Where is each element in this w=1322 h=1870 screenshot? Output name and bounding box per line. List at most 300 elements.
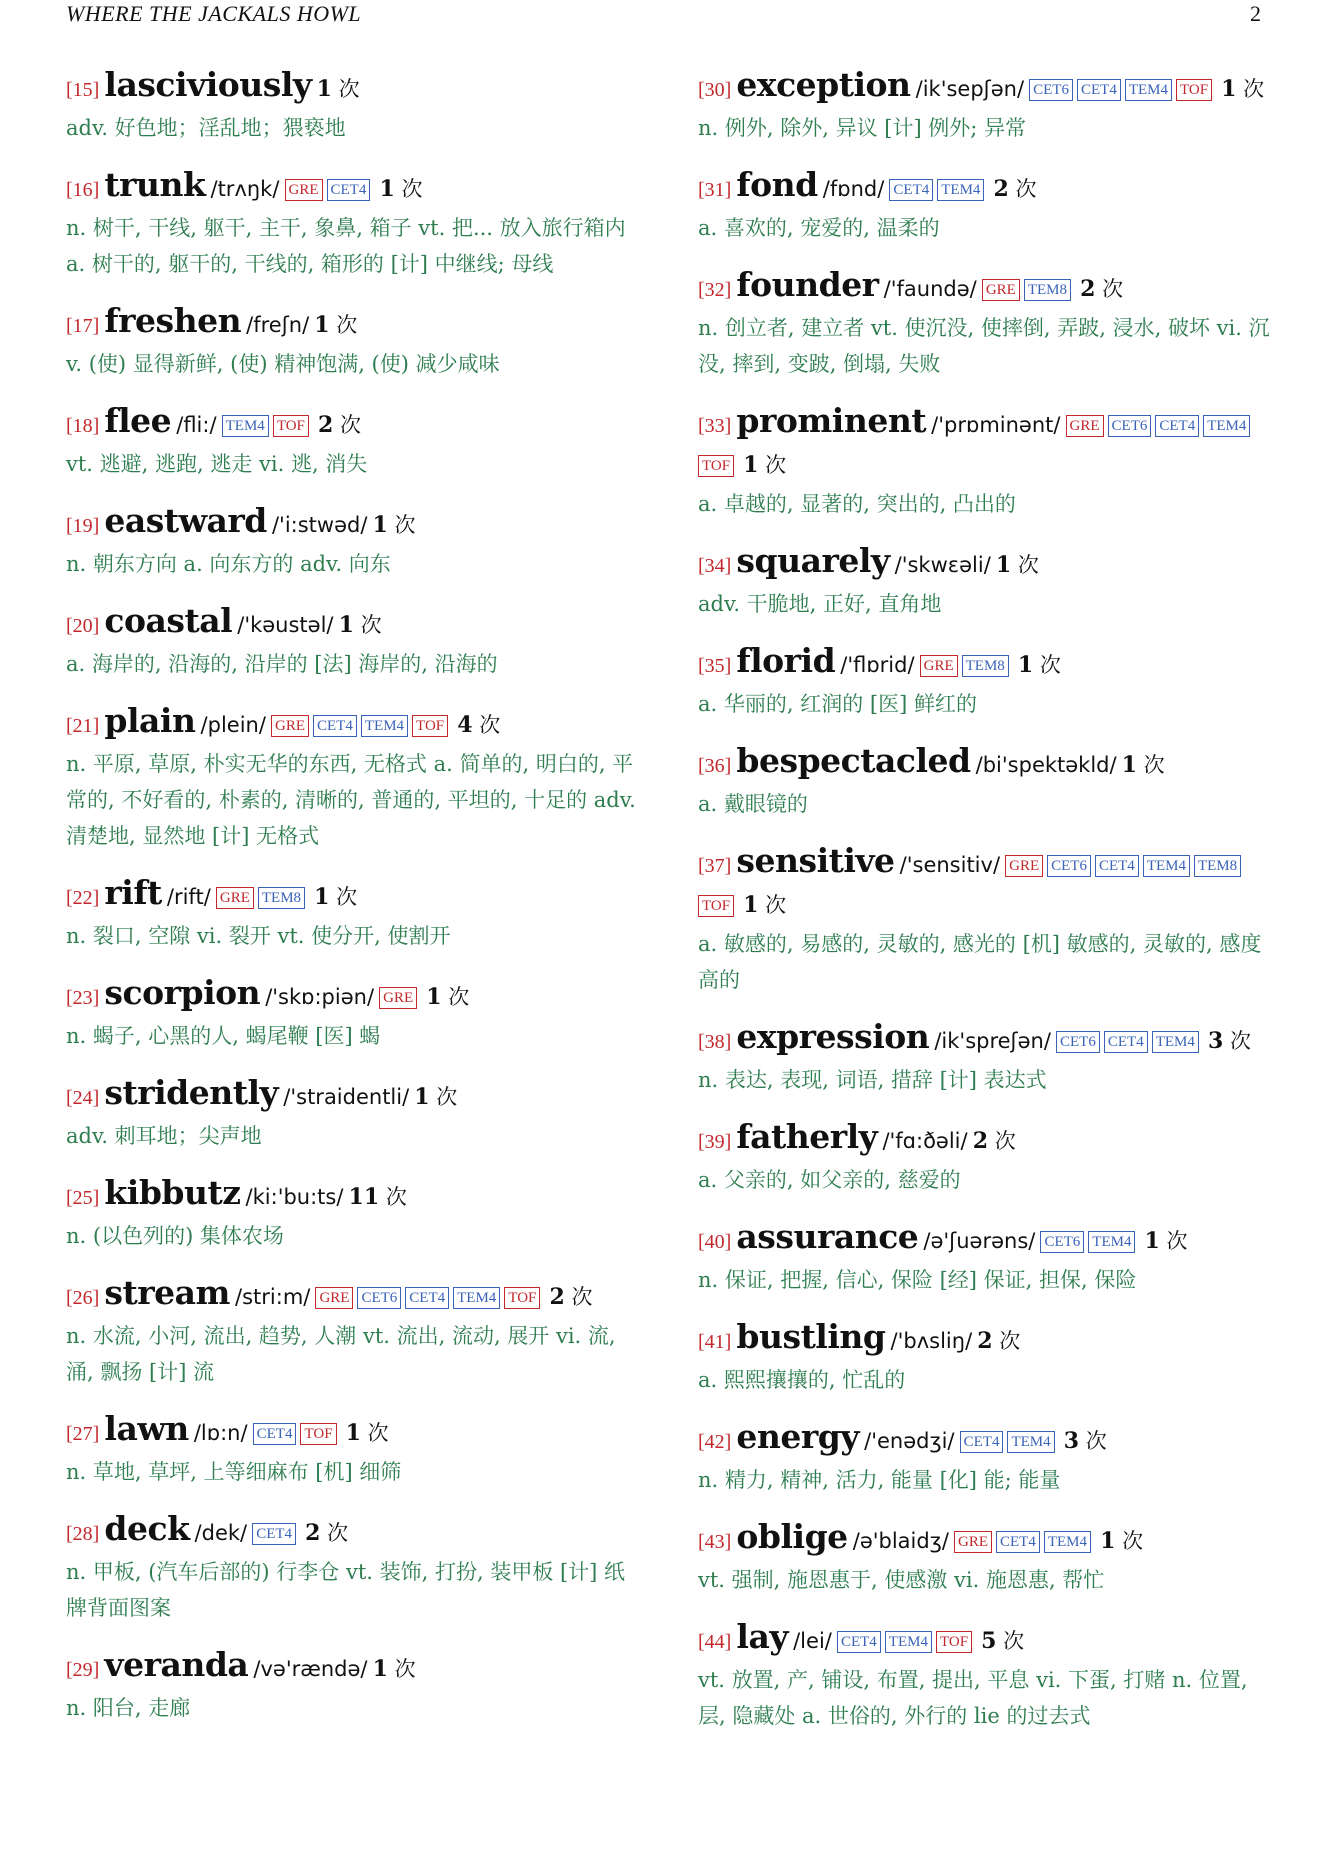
- entry-headline: [66, 1274, 641, 1318]
- count-suffix: 次: [385, 1185, 407, 1209]
- exam-tags: [222, 417, 313, 436]
- count-suffix: 次: [1122, 1529, 1144, 1553]
- exam-tag: TEM4: [1152, 1031, 1199, 1053]
- exam-tags: [920, 657, 1013, 676]
- exam-tag: TEM4: [1007, 1431, 1054, 1453]
- pronunciation: /ki:'bu:ts/: [245, 1185, 344, 1209]
- exam-tag: CET6: [1040, 1231, 1084, 1253]
- count-suffix: 次: [1143, 753, 1165, 777]
- occurrence-count: [743, 893, 786, 917]
- exam-tag: CET6: [1047, 855, 1091, 877]
- pronunciation: /'prɒminənt/: [931, 413, 1061, 437]
- definition: a. 喜欢的, 宠爱的, 温柔的: [698, 216, 940, 240]
- entry-headline: [66, 166, 641, 210]
- entry-number: [25]: [66, 1187, 100, 1209]
- headword: flee: [104, 401, 172, 440]
- vocab-entry: [66, 402, 641, 482]
- entry-headline: [66, 1174, 641, 1218]
- pronunciation: /ik'spreʃən/: [934, 1029, 1051, 1053]
- count-suffix: 次: [1243, 77, 1265, 101]
- count-number: 1: [1121, 752, 1137, 778]
- count-suffix: 次: [1166, 1229, 1188, 1253]
- occurrence-count: [1221, 77, 1264, 101]
- pronunciation: /'fɑ:ðəli/: [882, 1129, 968, 1153]
- exam-tags: [315, 1289, 544, 1308]
- exam-tag: GRE: [216, 887, 254, 909]
- vocab-entry: [698, 642, 1273, 722]
- headword: bustling: [736, 1317, 886, 1356]
- entry-headline: [698, 1118, 1273, 1162]
- occurrence-count: [1145, 1229, 1188, 1253]
- count-suffix: 次: [336, 885, 358, 909]
- pronunciation: /ə'ʃuərəns/: [923, 1229, 1036, 1253]
- exam-tag: CET4: [405, 1287, 449, 1309]
- vocab-entry: [698, 542, 1273, 622]
- count-number: 1: [414, 1084, 430, 1110]
- vocab-entry: [698, 842, 1273, 998]
- exam-tag: CET4: [889, 179, 933, 201]
- entry-number: [24]: [66, 1087, 100, 1109]
- definition: a. 父亲的, 如父亲的, 慈爱的: [698, 1168, 961, 1192]
- entry-number: [26]: [66, 1287, 100, 1309]
- pronunciation: /fɒnd/: [822, 177, 885, 201]
- pronunciation: /'flɒrid/: [840, 653, 915, 677]
- vocab-entry: [66, 502, 641, 582]
- headword: stream: [104, 1273, 230, 1312]
- vocab-entry: [66, 1174, 641, 1254]
- entry-headline: [698, 842, 1273, 926]
- vocab-entry: [66, 874, 641, 954]
- entry-number: [17]: [66, 315, 100, 337]
- count-number: 1: [314, 312, 330, 338]
- count-number: 1: [743, 452, 759, 478]
- count-suffix: 次: [1039, 653, 1061, 677]
- entry-number: [42]: [698, 1431, 732, 1453]
- exam-tag: TEM4: [885, 1631, 932, 1653]
- definition: a. 华丽的, 红润的 [医] 鲜红的: [698, 692, 977, 716]
- entry-headline: [66, 1410, 641, 1454]
- exam-tag: GRE: [271, 715, 309, 737]
- count-number: 1: [372, 512, 388, 538]
- definition: a. 海岸的, 沿海的, 沿岸的 [法] 海岸的, 沿海的: [66, 652, 498, 676]
- definition: a. 戴眼镜的: [698, 792, 808, 816]
- pronunciation: /stri:m/: [235, 1285, 311, 1309]
- definition: n. 草地, 草坪, 上等细麻布 [机] 细筛: [66, 1460, 402, 1484]
- headword: lasciviously: [104, 65, 312, 104]
- exam-tags: [1040, 1233, 1139, 1252]
- count-suffix: 次: [994, 1129, 1016, 1153]
- entry-number: [21]: [66, 715, 100, 737]
- count-number: 4: [457, 712, 473, 738]
- exam-tag: GRE: [315, 1287, 353, 1309]
- vocab-entry: [698, 1318, 1273, 1398]
- count-number: 1: [345, 1420, 361, 1446]
- exam-tag: TEM4: [453, 1287, 500, 1309]
- occurrence-count: [339, 613, 382, 637]
- occurrence-count: [305, 1521, 348, 1545]
- occurrence-count: [743, 453, 786, 477]
- definition: a. 熙熙攘攘的, 忙乱的: [698, 1368, 906, 1392]
- vocab-entry: [698, 266, 1273, 382]
- definition: vt. 强制, 施恩惠于, 使感激 vi. 施恩惠, 帮忙: [698, 1568, 1105, 1592]
- vocab-entry: [66, 166, 641, 282]
- count-suffix: 次: [367, 1421, 389, 1445]
- entry-headline: [698, 742, 1273, 786]
- entry-headline: [698, 166, 1273, 210]
- pronunciation: /trʌŋk/: [210, 177, 280, 201]
- exam-tags: [216, 889, 309, 908]
- entry-headline: [66, 602, 641, 646]
- exam-tag: GRE: [954, 1531, 992, 1553]
- vocab-entry: [66, 974, 641, 1054]
- entry-number: [37]: [698, 855, 732, 877]
- entry-number: [40]: [698, 1231, 732, 1253]
- definition: a. 卓越的, 显著的, 突出的, 凸出的: [698, 492, 1016, 516]
- count-suffix: 次: [1015, 177, 1037, 201]
- count-number: 1: [372, 1656, 388, 1682]
- entry-number: [34]: [698, 555, 732, 577]
- exam-tags: [982, 281, 1075, 300]
- occurrence-count: [1100, 1529, 1143, 1553]
- pronunciation: /fli:/: [176, 413, 217, 437]
- entry-number: [43]: [698, 1531, 732, 1553]
- exam-tag: CET6: [357, 1287, 401, 1309]
- entry-headline: [698, 1518, 1273, 1562]
- occurrence-count: [549, 1285, 592, 1309]
- entry-number: [15]: [66, 79, 100, 101]
- entry-number: [39]: [698, 1131, 732, 1153]
- exam-tag: TEM8: [1024, 279, 1071, 301]
- count-suffix: 次: [394, 513, 416, 537]
- headword: scorpion: [104, 973, 261, 1012]
- vocab-entry: [698, 1518, 1273, 1598]
- headword: assurance: [736, 1217, 919, 1256]
- definition: vt. 放置, 产, 铺设, 布置, 提出, 平息 vi. 下蛋, 打赌 n. 位置, 层, 隐藏处 a. 世俗的, 外行的 lie 的过去式: [698, 1668, 1248, 1728]
- count-suffix: 次: [338, 77, 360, 101]
- headword: eastward: [104, 501, 267, 540]
- occurrence-count: [379, 177, 422, 201]
- entry-headline: [698, 402, 1273, 486]
- pronunciation: /və'rændə/: [253, 1657, 368, 1681]
- definition: n. 水流, 小河, 流出, 趋势, 人潮 vt. 流出, 流动, 展开 vi. 流, 涌, 飘扬 [计] 流: [66, 1324, 616, 1384]
- exam-tag: CET4: [313, 715, 357, 737]
- occurrence-count: [1080, 277, 1123, 301]
- entry-headline: [66, 974, 641, 1018]
- exam-tag: TEM4: [1088, 1231, 1135, 1253]
- count-suffix: 次: [394, 1657, 416, 1681]
- definition: n. 朝东方向 a. 向东方的 adv. 向东: [66, 552, 391, 576]
- count-suffix: 次: [360, 613, 382, 637]
- page-header: [0, 0, 1322, 28]
- exam-tag: GRE: [379, 987, 417, 1009]
- pronunciation: /'enədʒi/: [864, 1429, 955, 1453]
- headword: lawn: [104, 1409, 189, 1448]
- pronunciation: /rift/: [166, 885, 211, 909]
- entry-headline: [698, 1218, 1273, 1262]
- entry-number: [29]: [66, 1659, 100, 1681]
- vocab-entry: [698, 1118, 1273, 1198]
- definition: n. 树干, 干线, 躯干, 主干, 象鼻, 箱子 vt. 把... 放入旅行箱内 a. 树干的, 躯干的, 干线的, 箱形的 [计] 中继线; 母线: [66, 216, 626, 276]
- exam-tag: TOF: [698, 895, 734, 917]
- exam-tag: GRE: [920, 655, 958, 677]
- pronunciation: /freʃn/: [246, 313, 310, 337]
- entry-headline: [698, 1618, 1273, 1662]
- definition: n. 保证, 把握, 信心, 保险 [经] 保证, 担保, 保险: [698, 1268, 1137, 1292]
- exam-tag: TOF: [273, 415, 309, 437]
- exam-tag: TEM4: [1143, 855, 1190, 877]
- occurrence-count: [973, 1129, 1016, 1153]
- vocab-entry: [66, 1074, 641, 1154]
- occurrence-count: [373, 513, 416, 537]
- occurrence-count: [426, 985, 469, 1009]
- entry-headline: [698, 542, 1273, 586]
- count-suffix: 次: [1003, 1629, 1025, 1653]
- left-column: [66, 66, 641, 1746]
- count-suffix: 次: [999, 1329, 1021, 1353]
- exam-tag: TOF: [936, 1631, 972, 1653]
- headword: squarely: [736, 541, 890, 580]
- entry-headline: [66, 302, 641, 346]
- vocab-entry: [66, 302, 641, 382]
- headword: oblige: [736, 1517, 848, 1556]
- count-suffix: 次: [1017, 553, 1039, 577]
- exam-tag: GRE: [285, 179, 323, 201]
- headword: florid: [736, 641, 836, 680]
- entry-number: [18]: [66, 415, 100, 437]
- exam-tag: GRE: [982, 279, 1020, 301]
- vocab-entry: [698, 742, 1273, 822]
- headword: sensitive: [736, 841, 895, 880]
- vocab-entry: [698, 1018, 1273, 1098]
- vocab-entry: [698, 402, 1273, 522]
- pronunciation: /bi'spektəkld/: [975, 753, 1117, 777]
- headword: bespectacled: [736, 741, 971, 780]
- exam-tag: CET4: [327, 179, 371, 201]
- exam-tag: TEM8: [962, 655, 1009, 677]
- occurrence-count: [373, 1657, 416, 1681]
- exam-tag: TOF: [504, 1287, 540, 1309]
- headword: expression: [736, 1017, 930, 1056]
- count-number: 1: [314, 884, 330, 910]
- count-suffix: 次: [448, 985, 470, 1009]
- exam-tags: [1029, 81, 1216, 100]
- vocab-entry: [66, 702, 641, 854]
- entry-number: [44]: [698, 1631, 732, 1653]
- count-suffix: 次: [1085, 1429, 1107, 1453]
- count-suffix: 次: [436, 1085, 458, 1109]
- exam-tag: CET4: [252, 1523, 296, 1545]
- entry-number: [19]: [66, 515, 100, 537]
- count-suffix: 次: [1229, 1029, 1251, 1053]
- count-number: 3: [1063, 1428, 1080, 1454]
- definition: n. 例外, 除外, 异议 [计] 例外; 异常: [698, 116, 1027, 140]
- entry-number: [20]: [66, 615, 100, 637]
- headword: fatherly: [736, 1117, 878, 1156]
- entry-number: [16]: [66, 179, 100, 201]
- occurrence-count: [1208, 1029, 1251, 1053]
- count-suffix: 次: [765, 453, 787, 477]
- exam-tag: CET4: [996, 1531, 1040, 1553]
- definition: n. 裂口, 空隙 vi. 裂开 vt. 使分开, 使割开: [66, 924, 451, 948]
- headword: lay: [736, 1617, 789, 1656]
- exam-tag: CET6: [1108, 415, 1152, 437]
- occurrence-count: [1122, 753, 1165, 777]
- exam-tag: TEM4: [1044, 1531, 1091, 1553]
- pronunciation: /'straidentli/: [283, 1085, 410, 1109]
- headword: plain: [104, 701, 196, 740]
- definition: n. 阳台, 走廊: [66, 1696, 191, 1720]
- entry-number: [22]: [66, 887, 100, 909]
- headword: prominent: [736, 401, 927, 440]
- entry-number: [28]: [66, 1523, 100, 1545]
- exam-tag: CET6: [1029, 79, 1073, 101]
- occurrence-count: [981, 1629, 1024, 1653]
- pronunciation: /plein/: [200, 713, 266, 737]
- exam-tag: TOF: [412, 715, 448, 737]
- exam-tags: [954, 1533, 1095, 1552]
- occurrence-count: [977, 1329, 1020, 1353]
- entry-number: [31]: [698, 179, 732, 201]
- count-number: 5: [981, 1628, 997, 1654]
- headword: coastal: [104, 601, 233, 640]
- entry-number: [27]: [66, 1423, 100, 1445]
- vocab-entry: [66, 1274, 641, 1390]
- exam-tags: [889, 181, 988, 200]
- pronunciation: /'skɒ:piən/: [265, 985, 375, 1009]
- headword: kibbutz: [104, 1173, 241, 1212]
- count-number: 1: [1221, 76, 1237, 102]
- exam-tag: CET4: [1077, 79, 1121, 101]
- entry-headline: [66, 402, 641, 446]
- vocab-entry: [698, 66, 1273, 146]
- pronunciation: /'kəustəl/: [237, 613, 334, 637]
- count-suffix: 次: [327, 1521, 349, 1545]
- exam-tag: TEM4: [1125, 79, 1172, 101]
- definition: adv. 刺耳地；尖声地: [66, 1124, 262, 1148]
- exam-tag: TEM4: [361, 715, 408, 737]
- pronunciation: /dek/: [194, 1521, 248, 1545]
- exam-tag: CET4: [837, 1631, 881, 1653]
- entry-headline: [66, 874, 641, 918]
- pronunciation: /'bʌsliŋ/: [890, 1329, 973, 1353]
- count-number: 1: [1144, 1228, 1160, 1254]
- exam-tags: [837, 1633, 976, 1652]
- exam-tags: [252, 1525, 300, 1544]
- count-suffix: 次: [339, 413, 361, 437]
- exam-tag: TOF: [300, 1423, 336, 1445]
- exam-tag: CET4: [1104, 1031, 1148, 1053]
- vocab-entry: [66, 1510, 641, 1626]
- entry-number: [23]: [66, 987, 100, 1009]
- exam-tag: CET6: [1056, 1031, 1100, 1053]
- entry-number: [33]: [698, 415, 732, 437]
- exam-tag: CET4: [253, 1423, 297, 1445]
- vocab-entry: [66, 602, 641, 682]
- headword: trunk: [104, 165, 206, 204]
- pronunciation: /lei/: [793, 1629, 832, 1653]
- count-number: 2: [1080, 276, 1096, 302]
- entry-number: [32]: [698, 279, 732, 301]
- entry-headline: [66, 502, 641, 546]
- count-number: 1: [316, 76, 332, 102]
- vocab-entry: [698, 1618, 1273, 1734]
- exam-tag: GRE: [1005, 855, 1043, 877]
- exam-tag: GRE: [1066, 415, 1104, 437]
- count-number: 1: [338, 612, 354, 638]
- occurrence-count: [346, 1421, 389, 1445]
- count-suffix: 次: [479, 713, 501, 737]
- exam-tags: [960, 1433, 1059, 1452]
- right-column: [698, 66, 1273, 1754]
- definition: vt. 逃避, 逃跑, 逃走 vi. 逃, 消失: [66, 452, 368, 476]
- definition: n. 蝎子, 心黑的人, 蝎尾鞭 [医] 蝎: [66, 1024, 381, 1048]
- exam-tags: [1056, 1033, 1203, 1052]
- entry-number: [41]: [698, 1331, 732, 1353]
- occurrence-count: [314, 313, 357, 337]
- occurrence-count: [457, 713, 500, 737]
- entry-headline: [698, 1018, 1273, 1062]
- exam-tag: TOF: [1176, 79, 1212, 101]
- occurrence-count: [314, 885, 357, 909]
- pronunciation: /lɒ:n/: [193, 1421, 248, 1445]
- occurrence-count: [317, 77, 360, 101]
- count-number: 2: [549, 1284, 565, 1310]
- count-suffix: 次: [1102, 277, 1124, 301]
- definition: v. (使) 显得新鲜, (使) 精神饱满, (使) 减少咸味: [66, 352, 500, 376]
- count-number: 3: [1207, 1028, 1224, 1054]
- exam-tag: CET4: [1155, 415, 1199, 437]
- vocab-entry: [66, 66, 641, 146]
- count-number: 2: [993, 176, 1009, 202]
- entry-number: [36]: [698, 755, 732, 777]
- occurrence-count: [1064, 1429, 1107, 1453]
- entry-headline: [698, 1318, 1273, 1362]
- definition: n. 创立者, 建立者 vt. 使沉没, 使摔倒, 弄跛, 浸水, 破坏 vi. 沉没, 摔到, 变跛, 倒塌, 失败: [698, 316, 1270, 376]
- definition: adv. 好色地；淫乱地；猥亵地: [66, 116, 346, 140]
- entry-headline: [698, 642, 1273, 686]
- entry-headline: [66, 66, 641, 110]
- count-number: 2: [317, 412, 334, 438]
- headword: energy: [736, 1417, 860, 1456]
- headword: rift: [104, 873, 162, 912]
- count-number: 11: [348, 1184, 380, 1210]
- headword: founder: [736, 265, 879, 304]
- exam-tag: TEM4: [1203, 415, 1250, 437]
- vocab-entry: [698, 166, 1273, 246]
- definition: n. (以色列的) 集体农场: [66, 1224, 284, 1248]
- occurrence-count: [318, 413, 361, 437]
- pronunciation: /'i:stwəd/: [271, 513, 368, 537]
- occurrence-count: [1018, 653, 1061, 677]
- entry-headline: [66, 1074, 641, 1118]
- entry-number: [35]: [698, 655, 732, 677]
- entry-headline: [66, 702, 641, 746]
- count-suffix: 次: [401, 177, 423, 201]
- count-suffix: 次: [336, 313, 358, 337]
- headword: veranda: [104, 1645, 249, 1684]
- exam-tag: CET4: [1095, 855, 1139, 877]
- exam-tag: TEM4: [937, 179, 984, 201]
- exam-tags: [271, 717, 452, 736]
- entry-headline: [698, 1418, 1273, 1462]
- occurrence-count: [414, 1085, 457, 1109]
- running-title: WHERE THE JACKALS HOWL: [66, 1, 362, 26]
- exam-tags: [379, 989, 421, 1008]
- count-number: 2: [305, 1520, 321, 1546]
- headword: deck: [104, 1509, 190, 1548]
- headword: stridently: [104, 1073, 279, 1112]
- vocab-entry: [66, 1410, 641, 1490]
